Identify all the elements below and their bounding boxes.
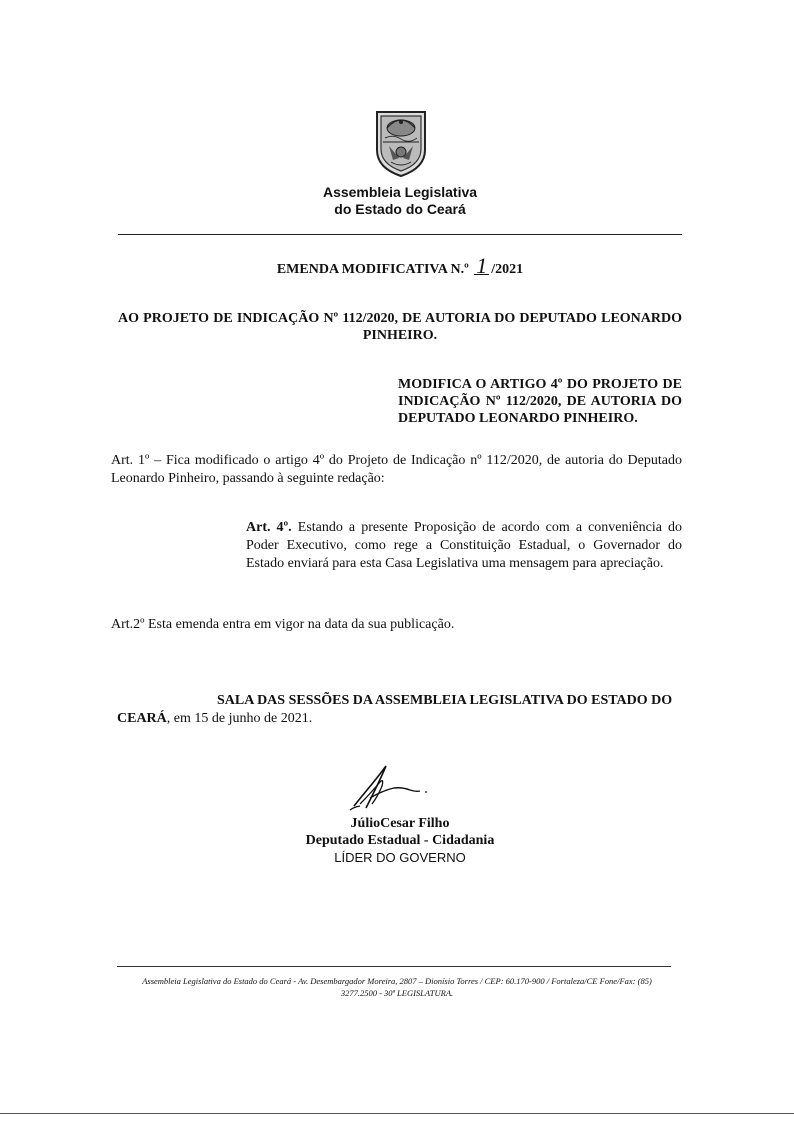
session-place: CEARÁ — [117, 711, 167, 726]
session-place-date — [117, 710, 682, 728]
article-4-text: Estando a presente Proposição de acordo com a conveniência do Poder Executivo, como rege a Constituição Estadual, o Governador do Estado enviará para esta Casa Legislativa uma mensagem para apreciação. — [246, 520, 683, 571]
org-name-line1: Assembleia Legislativa — [322, 184, 478, 200]
article-2: Art.2º Esta emenda entra em vigor na data da sua publicação. — [111, 617, 455, 632]
footer-divider — [117, 966, 671, 967]
article-4-label: Art. 4º. — [246, 520, 292, 535]
page-bottom-edge — [0, 1113, 794, 1114]
amendment-number: 1 — [476, 253, 488, 278]
title-line2: PINHEIRO. — [362, 328, 438, 343]
session-hall-line: SALA DAS SESSÕES DA ASSEMBLEIA LEGISLATIVA DO ESTADO DO — [217, 693, 673, 708]
article-1: Art. 1º – Fica modificado o artigo 4º do Projeto de Indicação nº 112/2020, de autoria do Deputado Leonardo Pinheiro, passando à seguinte redação: — [111, 453, 682, 486]
title-line1: AO PROJETO DE INDICAÇÃO Nº 112/2020, DE AUTORIA DO DEPUTADO LEONARDO — [118, 311, 682, 326]
session-closing — [117, 692, 682, 728]
header-divider — [118, 234, 682, 235]
ementa: MODIFICA O ARTIGO 4º DO PROJETO DE INDICAÇÃO Nº 112/2020, DE AUTORIA DO DEPUTADO LEONARDO PINHEIRO. — [398, 377, 682, 426]
footer-line2: 3277.2500 - 30ª LEGISLATURA. — [340, 988, 454, 998]
document-title — [118, 310, 682, 344]
signer-name: JúlioCesar Filho — [350, 816, 450, 831]
state-coat-of-arms-icon — [369, 106, 433, 178]
amendment-prefix: EMENDA MODIFICATIVA N.º — [276, 262, 469, 277]
amendment-heading — [200, 253, 600, 280]
signer-position: LÍDER DO GOVERNO — [334, 850, 466, 865]
article-4-quote — [246, 519, 682, 573]
signer-role: Deputado Estadual - Cidadania — [305, 833, 495, 848]
handwritten-signature — [340, 760, 440, 816]
footer-address — [110, 975, 684, 999]
session-date: , em 15 de junho de 2021. — [166, 711, 313, 726]
footer-line1: Assembleia Legislativa do Estado do Ceará - Av. Desembargador Moreira, 2807 – Dionísio Torres / CEP: 60.170-900 / Fortaleza/CE Fone/Fax: (85) — [142, 976, 652, 986]
amendment-year: /2021 — [491, 262, 524, 277]
org-name-line2: do Estado do Ceará — [334, 201, 466, 217]
